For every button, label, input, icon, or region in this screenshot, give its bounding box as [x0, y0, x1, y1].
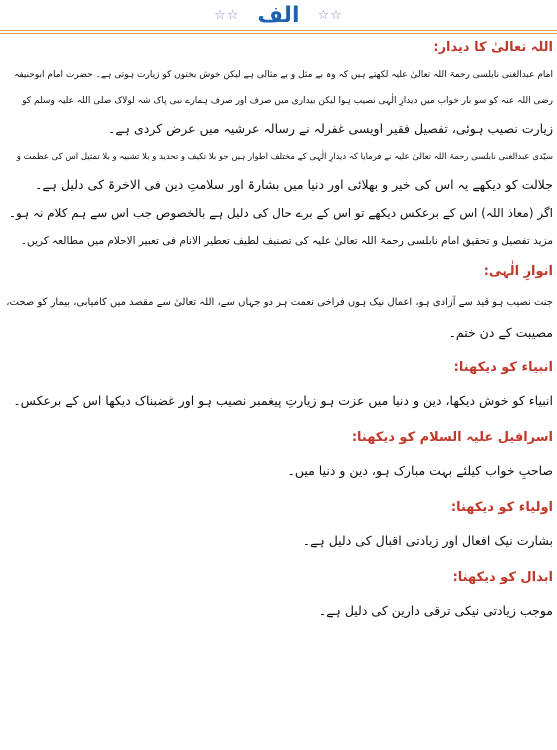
stars-right: ☆☆	[317, 7, 343, 23]
section-heading-saints: اولیاء کو دیکھنا:	[450, 500, 553, 515]
page-title: الف	[257, 2, 300, 28]
section-heading-abdal: ابدال کو دیکھنا:	[452, 570, 553, 585]
paragraph-line: امام عبدالغنی نابلسی رحمۃ اللہ تعالیٰ علیہ لکھتے ہیں کہ وہ بے مثل و بے مثالی ہے لیکن خوش بختوں کو زیارت ہوتی ہے۔ حضرت امام ابوحنیفہ	[14, 70, 553, 80]
title-row	[0, 2, 557, 28]
paragraph-line: سیّدی عبدالغنی نابلسی رحمۃ اللہ تعالیٰ علیہ نے فرمایا کہ دیدارِ الٰہی کے مختلف اطوار ہیں جو بلا تکیف و تحدید و بلا تشبیہ و بلا تمثیل اس کی عظمت و	[16, 152, 553, 162]
paragraph-line: موجب زیادتی نیکی ترقی دارین کی دلیل ہے۔	[318, 603, 553, 618]
paragraph-line: اگر (معاذ اللہ) اس کے برعکس دیکھے تو اس کے برے حال کی دلیل ہے بالخصوص جب اس سے ہم کلام نہ ہو۔	[8, 206, 553, 220]
paragraph-line: انبیاء کو خوش دیکھا، دین و دنیا میں عزت ہو زیارتِ پیغمبر نصیب ہو اور غضبناک دیکھا اس کے برعکس۔	[13, 393, 553, 408]
section-heading-divine-vision: اللہ تعالیٰ کا دیدار:	[433, 40, 553, 55]
section-heading-israfil: اسرافیل علیہ السلام کو دیکھنا:	[351, 430, 553, 445]
paragraph-line: مزید تفصیل و تحقیق امام نابلسی رحمۃ اللہ تعالیٰ علیہ کی تصنیف لطیف تعطیر الانام فی تعبیر الاحلام میں مطالعہ کریں۔	[20, 235, 553, 247]
paragraph-line: جنت نصیب ہو قید سے آزادی ہو، اعمال نیک ہوں فراخی نعمت ہر دو جہاں سے، اللہ تعالیٰ سے مقصد میں کامیابی، بیمار کو صحت،	[6, 297, 553, 308]
paragraph-line: رضی اللہ عنہ کو سو بار خواب میں دیدارِ الٰہی نصیب ہوا لیکن بیداری میں صرف اور صرف ہمارے نبی پاک شہ لولاک صلی اللہ علیہ وسلم کو	[22, 96, 553, 106]
section-heading-divine-lights: انوارِ الٰہی:	[483, 264, 553, 279]
paragraph-line: مصیبت کے دن ختم۔	[448, 325, 553, 340]
paragraph-line: جلالت کو دیکھے یہ اس کی خیر و بھلائی اور دنیا میں بشارۃ اور سلامتِ دین فی الاخرۃ کی دلیل ہے۔	[35, 177, 553, 192]
stars-left: ☆☆	[214, 7, 240, 23]
paragraph-line: بشارت نیک افعال اور زیادتی اقبال کی دلیل ہے۔	[302, 533, 553, 548]
title-rule-bottom	[0, 33, 557, 34]
paragraph-line: زیارت نصیب ہوئی، تفصیل فقیر اویسی غفرلہ نے رسالہ عرشیہ میں عرض کردی ہے۔	[108, 121, 553, 136]
section-heading-prophets: انبیاء کو دیکھنا:	[453, 360, 553, 375]
paragraph-line: صاحبِ خواب کیلئے بہت مبارک ہو، دین و دنیا میں۔	[287, 463, 553, 478]
title-rule-top	[0, 30, 557, 31]
